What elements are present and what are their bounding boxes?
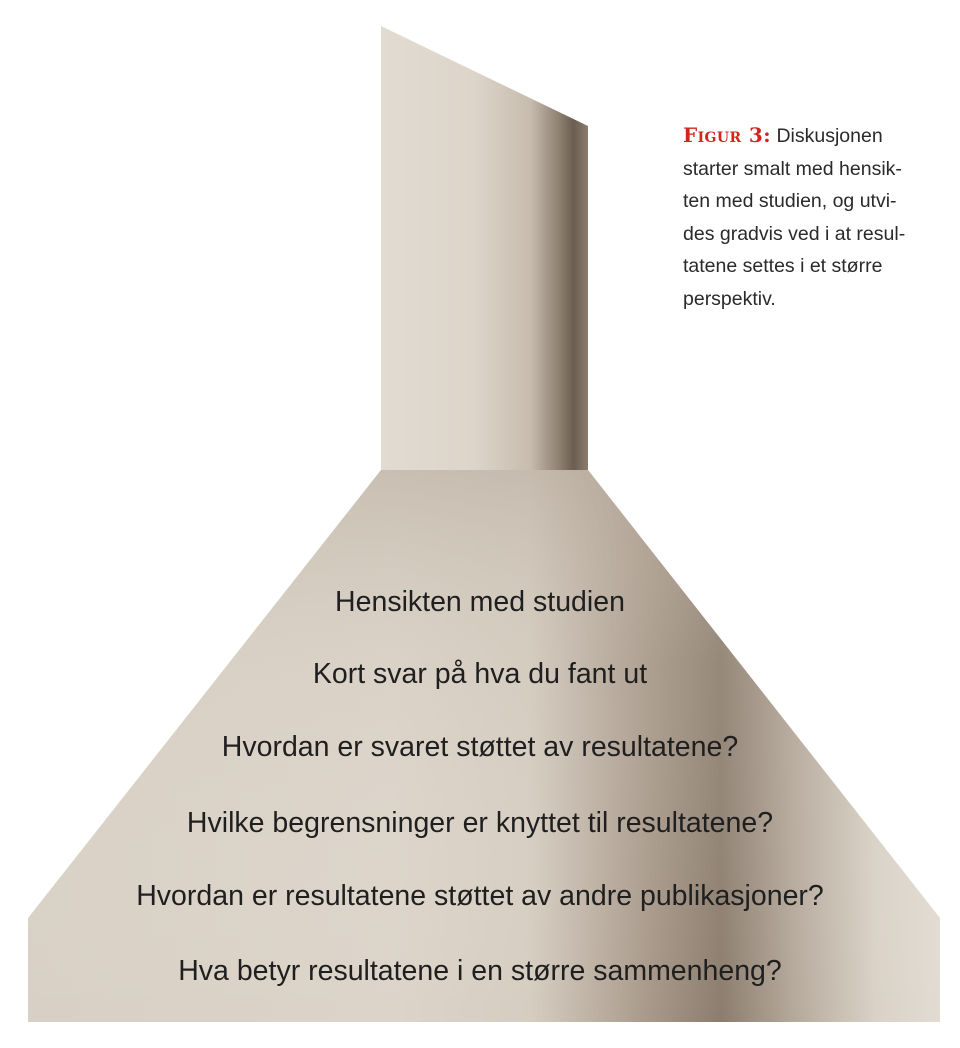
caption-label: Figur 3: [683, 123, 772, 147]
caption-line: tatene settes i et større [683, 255, 883, 277]
caption-line: starter smalt med hensik- [683, 157, 902, 180]
figure-caption [683, 119, 943, 315]
funnel-item-purpose: Hensikten med studien [335, 586, 625, 618]
funnel-item-short-answer: Kort svar på hva du fant ut [312, 658, 648, 690]
caption-line: perspektiv. [683, 287, 776, 310]
chimney-shape [381, 26, 588, 470]
caption-line: Figur 3: Diskusjonen [683, 123, 883, 147]
funnel-item-other-publications: Hvordan er resultatene støttet av andre publikasjoner? [136, 880, 824, 912]
funnel-item-limitations: Hvilke begrensninger er knyttet til resultatene? [186, 807, 774, 839]
funnel-item-bigger-context: Hva betyr resultatene i en større sammenheng? [178, 955, 782, 987]
caption-line: ten med studien, og utvi- [683, 190, 897, 212]
caption-line: des gradvis ved i at resul- [683, 222, 906, 245]
funnel-item-support-results: Hvordan er svaret støttet av resultatene? [221, 731, 739, 763]
